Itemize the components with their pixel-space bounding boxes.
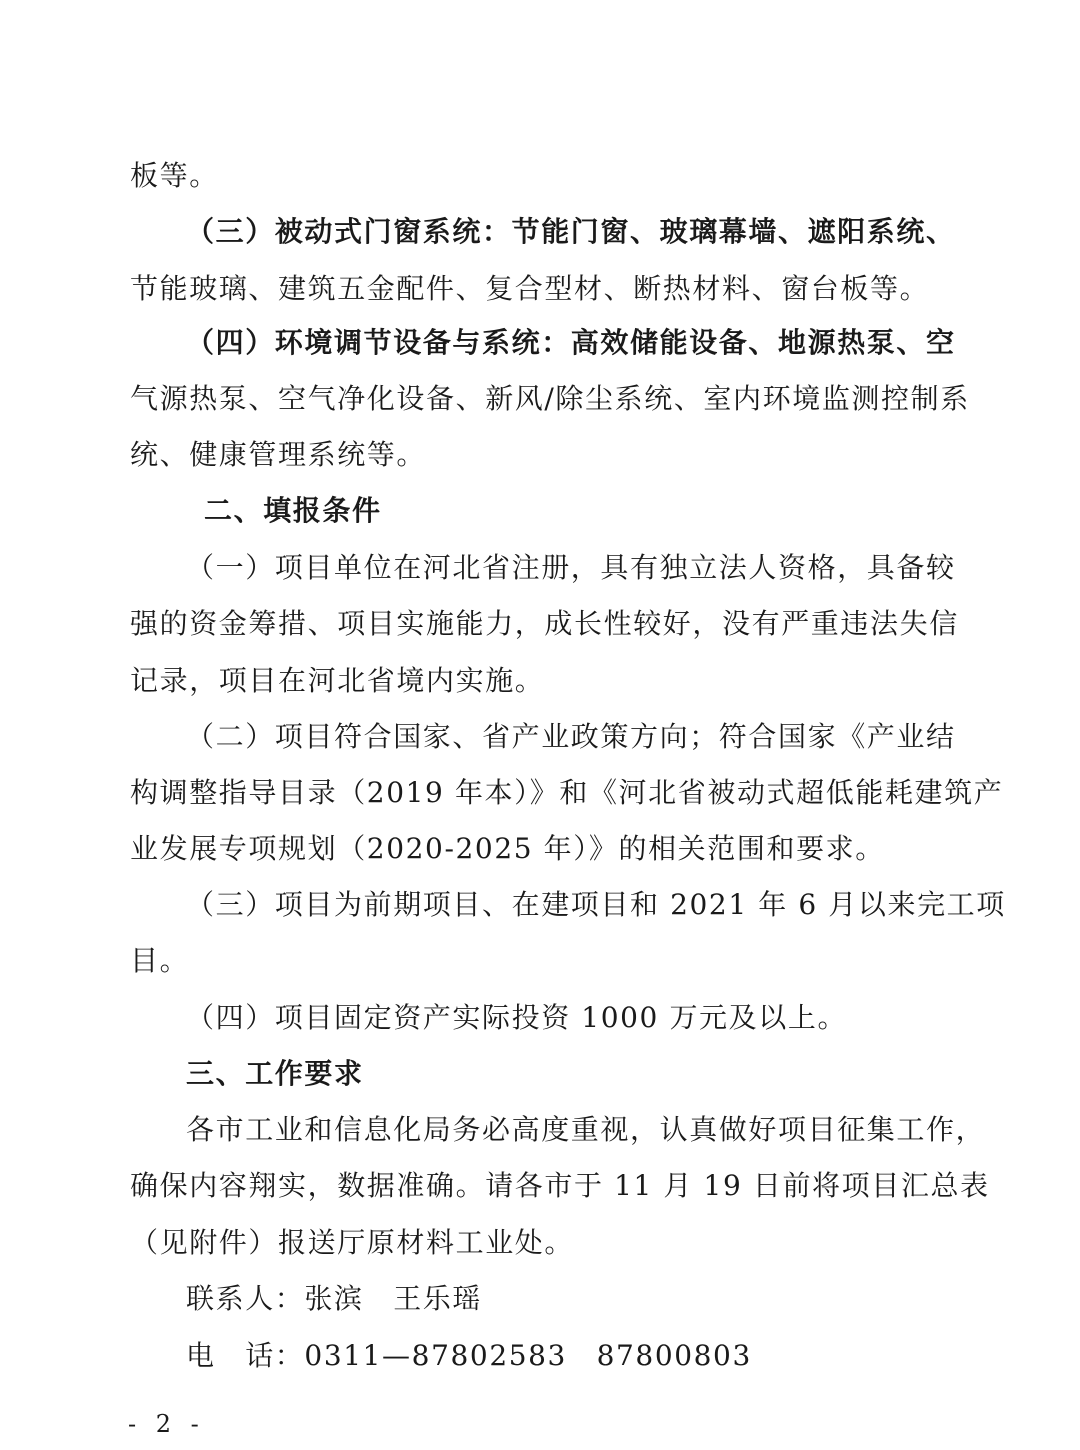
text-line: （四）环境调节设备与系统：高效储能设备、地源热泵、空: [186, 326, 956, 359]
section-heading: 三、工作要求: [186, 1057, 364, 1090]
text-line: （二）项目符合国家、省产业政策方向；符合国家《产业结: [186, 720, 956, 753]
text-line: （三）被动式门窗系统：节能门窗、玻璃幕墙、遮阳系统、: [186, 215, 956, 248]
contact-person: 联系人：张滨 王乐瑶: [186, 1282, 483, 1315]
text-line: 统、健康管理系统等。: [130, 438, 427, 471]
text-line: 构调整指导目录（2019 年本）》和《河北省被动式超低能耗建筑产: [130, 776, 1004, 809]
text-line: 记录，项目在河北省境内实施。: [130, 664, 545, 697]
text-line: 板等。: [130, 159, 219, 192]
text-line: 强的资金筹措、项目实施能力，成长性较好，没有严重违法失信: [130, 607, 959, 640]
text-line: （一）项目单位在河北省注册，具有独立法人资格，具备较: [186, 551, 956, 584]
text-line: 目。: [130, 944, 190, 977]
text-line: 业发展专项规划（2020-2025 年）》的相关范围和要求。: [130, 832, 885, 865]
text-line: （四）项目固定资产实际投资 1000 万元及以上。: [186, 1001, 848, 1034]
section-heading: 二、填报条件: [204, 494, 382, 527]
text-line: （三）项目为前期项目、在建项目和 2021 年 6 月以来完工项: [186, 888, 1006, 921]
text-line: 各市工业和信息化局务必高度重视，认真做好项目征集工作，: [186, 1113, 986, 1146]
text-line: （见附件）报送厅原材料工业处。: [130, 1226, 575, 1259]
contact-phone: 电 话：0311—87802583 87800803: [186, 1339, 752, 1372]
text-line: 确保内容翔实，数据准确。请各市于 11 月 19 日前将项目汇总表: [130, 1169, 990, 1202]
text-line: 节能玻璃、建筑五金配件、复合型材、断热材料、窗台板等。: [130, 272, 930, 305]
page-number: - 2 -: [128, 1410, 205, 1438]
text-line: 气源热泵、空气净化设备、新风/除尘系统、室内环境监测控制系: [130, 382, 970, 415]
